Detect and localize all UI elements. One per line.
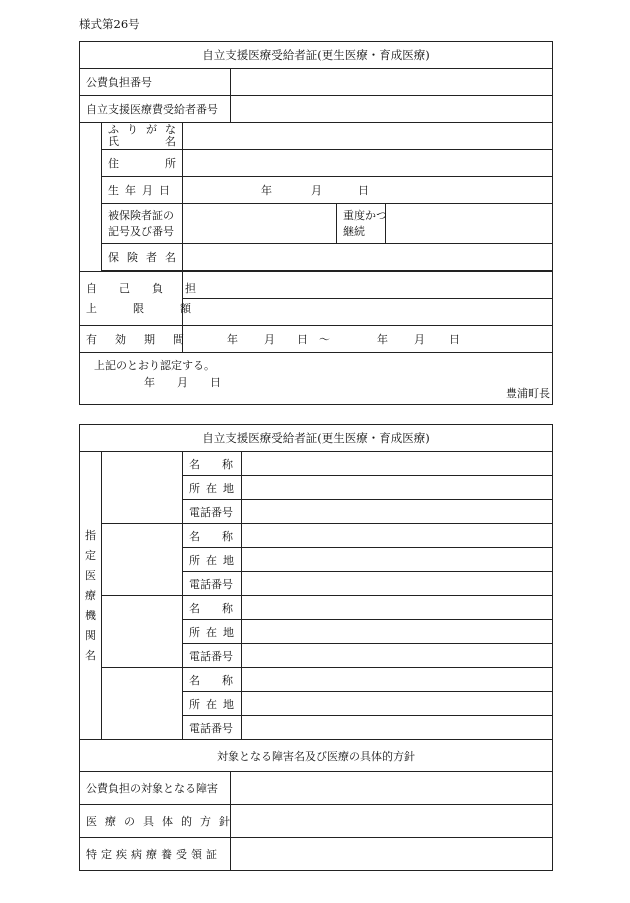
recipient-number-label: 自立支援医療費受給者番号 (80, 96, 231, 123)
disability-value (231, 772, 553, 805)
institution-4-name-label: 名称 (183, 668, 242, 692)
insurance-cert-label-line2: 記号及び番号 (108, 224, 174, 238)
certificate-title: 自立支援医療受給者証(更生医療・育成医療) (80, 42, 553, 69)
certificate-front-table (79, 41, 553, 405)
valid-from-year-unit: 年 (227, 333, 238, 346)
self-burden-label-line2: 上限額 (86, 301, 227, 315)
insurer-name-label: 保険者名 (102, 244, 183, 271)
disability-label: 公費負担の対象となる障害 (80, 772, 231, 805)
specific-disease-value (231, 838, 553, 871)
medical-policy-value (231, 805, 553, 838)
valid-to-day-unit: 日 (449, 333, 460, 346)
address-value (183, 150, 553, 177)
severe-continuous-value (386, 204, 553, 244)
self-burden-limit-label (80, 272, 227, 326)
certificate-back-table (79, 424, 553, 871)
designated-institution-char: 定 (85, 548, 96, 562)
certification-statement: 上記のとおり認定する。 (94, 359, 215, 372)
institution-1-phone-value (242, 500, 553, 524)
valid-period-label: 有効期間 (80, 326, 183, 353)
medical-policy-label: 医療の具体的方針 (80, 805, 231, 838)
form-number: 様式第26号 (79, 17, 140, 31)
certification-note (80, 353, 553, 405)
issuer-name: 豊浦町長 (506, 387, 551, 400)
birth-year-unit: 年 (261, 184, 272, 197)
designated-institution-char: 療 (85, 588, 96, 602)
birth-day-unit: 日 (358, 184, 369, 197)
valid-from-day-unit: 日 (297, 333, 308, 346)
institution-2-name-value (242, 524, 553, 548)
self-burden-limit-value-2 (183, 299, 553, 326)
institution-2-location-value (242, 548, 553, 572)
designated-institution-char: 医 (85, 568, 96, 582)
institution-4-location-label: 所在地 (183, 692, 242, 716)
institution-4-blank (102, 668, 183, 740)
name-label: 氏名 (108, 135, 222, 148)
cert-day-unit: 日 (210, 376, 221, 389)
severe-continuous-label (337, 204, 386, 244)
institution-1-location-label: 所在地 (183, 476, 242, 500)
name-value (183, 123, 553, 150)
specific-disease-label: 特定疾病療養受領証 (80, 838, 231, 871)
institution-1-blank (102, 452, 183, 524)
address-label: 住所 (102, 150, 183, 177)
institution-1-name-value (242, 452, 553, 476)
birth-date-label: 生年月日 (102, 177, 183, 204)
institution-2-phone-value (242, 572, 553, 596)
insurance-cert-label (102, 204, 183, 244)
valid-to-month-unit: 月 (414, 333, 425, 346)
institution-1-name-label: 名称 (183, 452, 242, 476)
public-payer-number-label: 公費負担番号 (80, 69, 231, 96)
institution-1-phone-label: 電話番号 (183, 500, 242, 524)
institution-4-location-value (242, 692, 553, 716)
institution-1-location-value (242, 476, 553, 500)
institution-2-blank (102, 524, 183, 596)
designated-institution-heading (80, 452, 102, 740)
furigana-label: ふりがな (108, 123, 184, 136)
valid-to-year-unit: 年 (377, 333, 388, 346)
designated-institution-vertical-label (80, 526, 101, 666)
cert-month-unit: 月 (177, 376, 188, 389)
institution-3-name-label: 名称 (183, 596, 242, 620)
institution-3-location-value (242, 620, 553, 644)
designated-institution-char: 名 (85, 648, 96, 662)
institution-3-phone-label: 電話番号 (183, 644, 242, 668)
institution-4-phone-label: 電話番号 (183, 716, 242, 740)
insurance-cert-label-line1: 被保険者証の (108, 208, 174, 222)
birth-month-unit: 月 (311, 184, 322, 197)
designated-institution-char: 指 (85, 528, 96, 542)
institution-3-location-label: 所在地 (183, 620, 242, 644)
furigana-name-label (102, 123, 222, 150)
designated-institution-char: 機 (85, 608, 96, 622)
institution-4-name-value (242, 668, 553, 692)
institution-2-name-label: 名称 (183, 524, 242, 548)
self-burden-limit-value-1 (183, 272, 553, 299)
insurance-cert-value (183, 204, 337, 244)
severe-label-line2: 継続 (343, 224, 365, 238)
institution-4-phone-value (242, 716, 553, 740)
policy-heading: 対象となる障害名及び医療の具体的方針 (80, 740, 553, 772)
severe-label-line1: 重度かつ (343, 208, 387, 222)
public-payer-number-value (231, 69, 553, 96)
institution-3-blank (102, 596, 183, 668)
valid-from-month-unit: 月 (264, 333, 275, 346)
certification-date (144, 374, 221, 390)
institution-2-phone-label: 電話番号 (183, 572, 242, 596)
designated-institution-char: 関 (85, 628, 96, 642)
institution-2-location-label: 所在地 (183, 548, 242, 572)
birth-date-value (183, 177, 553, 204)
insurer-name-value (183, 244, 553, 271)
institution-3-name-value (242, 596, 553, 620)
certificate2-title: 自立支援医療受給者証(更生医療・育成医療) (80, 425, 553, 452)
valid-period-tilde: ～ (319, 333, 330, 346)
self-burden-label-line1: 自己負担 (86, 281, 218, 295)
recipient-number-value (231, 96, 553, 123)
valid-period-value (183, 326, 553, 353)
holder-side-blank (80, 123, 102, 272)
cert-year-unit: 年 (144, 376, 155, 389)
institution-3-phone-value (242, 644, 553, 668)
